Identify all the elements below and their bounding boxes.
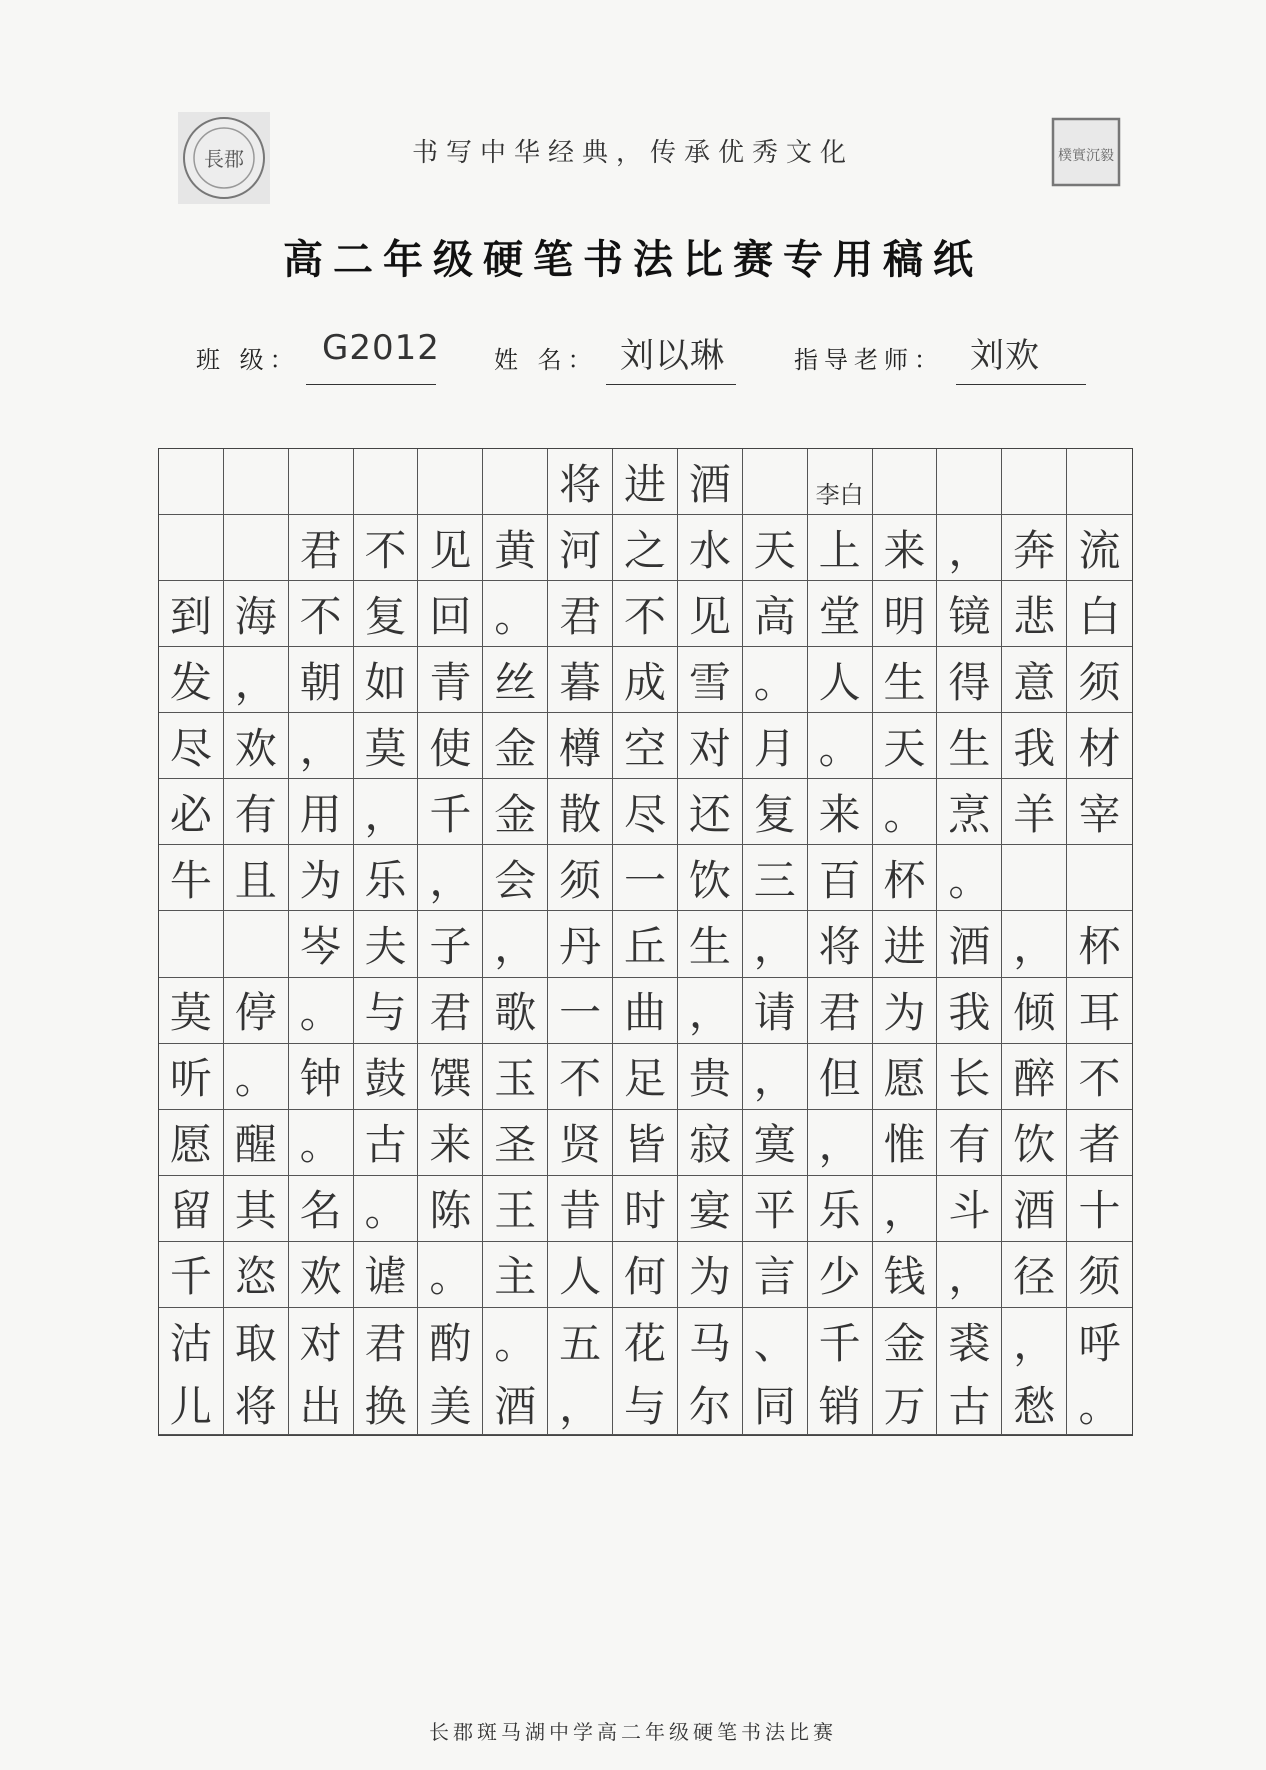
stamp-text: 樸實沉毅: [1058, 148, 1114, 164]
grid-cell: 酌: [418, 1308, 483, 1374]
grid-cell: 君: [354, 1308, 419, 1374]
grid-cell: 。: [808, 713, 873, 779]
grid-cell: 暮: [548, 647, 613, 713]
grid-cell: 夫: [354, 911, 419, 977]
grid-cell: ，: [224, 647, 289, 713]
grid-cell: 径: [1002, 1242, 1067, 1308]
grid-cell: 丘: [613, 911, 678, 977]
grid-cell: 明: [873, 581, 938, 647]
grid-cell: 有: [937, 1110, 1002, 1176]
grid-cell: 名: [289, 1176, 354, 1242]
grid-cell: ，: [743, 1044, 808, 1110]
grid-cell: 为: [289, 845, 354, 911]
grid-cell: 出: [289, 1374, 354, 1435]
footer-text: 长郡斑马湖中学高二年级硬笔书法比赛: [429, 1720, 837, 1744]
grid-cell: 寞: [743, 1110, 808, 1176]
grid-cell: 古: [354, 1110, 419, 1176]
grid-cell: 耳: [1067, 978, 1132, 1044]
grid-cell: [873, 449, 938, 515]
grid-cell: 圣: [483, 1110, 548, 1176]
teacher-value: 刘欢: [970, 336, 1040, 376]
grid-cell: ，: [937, 1242, 1002, 1308]
grid-cell: 将: [548, 449, 613, 515]
grid-cell: 悲: [1002, 581, 1067, 647]
grid-cell: 对: [289, 1308, 354, 1374]
grid-cell: 花: [613, 1308, 678, 1374]
grid-cell: 牛: [159, 845, 224, 911]
grid-cell: 古: [937, 1374, 1002, 1435]
grid-cell: [1067, 845, 1132, 911]
grid-cell: 为: [873, 978, 938, 1044]
grid-cell: 李白: [808, 449, 873, 515]
grid-cell: 有: [224, 779, 289, 845]
grid-cell: 五: [548, 1308, 613, 1374]
grid-cell: 。: [1067, 1374, 1132, 1435]
grid-cell: 发: [159, 647, 224, 713]
grid-cell: 宴: [678, 1176, 743, 1242]
grid-cell: 堂: [808, 581, 873, 647]
grid-cell: 我: [937, 978, 1002, 1044]
grid-cell: 万: [873, 1374, 938, 1435]
teacher-label: 指导老师：: [794, 346, 944, 374]
name-label: 姓 名：: [494, 346, 598, 374]
grid-cell: 。: [483, 1308, 548, 1374]
grid-cell: 馔: [418, 1044, 483, 1110]
grid-cell: 月: [743, 713, 808, 779]
grid-cell: ，: [678, 978, 743, 1044]
grid-cell: 其: [224, 1176, 289, 1242]
grid-cell: 朝: [289, 647, 354, 713]
grid-cell: ，: [548, 1374, 613, 1435]
grid-cell: 我: [1002, 713, 1067, 779]
grid-cell: 酒: [937, 911, 1002, 977]
grid-cell: 何: [613, 1242, 678, 1308]
grid-cell: 销: [808, 1374, 873, 1435]
grid-cell: 皆: [613, 1110, 678, 1176]
grid-cell: 君: [289, 515, 354, 581]
grid-cell: 。: [483, 581, 548, 647]
grid-cell: 马: [678, 1308, 743, 1374]
grid-cell: [1067, 449, 1132, 515]
grid-cell: 玉: [483, 1044, 548, 1110]
grid-cell: 十: [1067, 1176, 1132, 1242]
grid-cell: 寂: [678, 1110, 743, 1176]
grid-cell: 、: [743, 1308, 808, 1374]
grid-cell: 停: [224, 978, 289, 1044]
grid-cell: 陈: [418, 1176, 483, 1242]
logo-text: 長郡: [204, 147, 244, 171]
grid-cell: 者: [1067, 1110, 1132, 1176]
grid-cell: 进: [873, 911, 938, 977]
grid-cell: 黄: [483, 515, 548, 581]
grid-cell: 君: [548, 581, 613, 647]
grid-cell: 尔: [678, 1374, 743, 1435]
grid-cell: 美: [418, 1374, 483, 1435]
grid-cell: [483, 449, 548, 515]
grid-cell: ，: [1002, 911, 1067, 977]
teacher-underline: [956, 384, 1086, 385]
grid-cell: 恣: [224, 1242, 289, 1308]
grid-cell: 谑: [354, 1242, 419, 1308]
grid-cell: ，: [418, 845, 483, 911]
grid-cell: 高: [743, 581, 808, 647]
grid-cell: 君: [808, 978, 873, 1044]
grid-cell: 还: [678, 779, 743, 845]
grid-cell: 之: [613, 515, 678, 581]
grid-cell: 不: [1067, 1044, 1132, 1110]
grid-cell: 不: [354, 515, 419, 581]
grid-cell: 愁: [1002, 1374, 1067, 1435]
grid-cell: 主: [483, 1242, 548, 1308]
grid-cell: 百: [808, 845, 873, 911]
grid-cell: 王: [483, 1176, 548, 1242]
class-underline: [306, 384, 436, 385]
grid-cell: 尽: [613, 779, 678, 845]
grid-cell: 千: [418, 779, 483, 845]
grid-cell: 三: [743, 845, 808, 911]
grid-cell: 成: [613, 647, 678, 713]
grid-cell: 海: [224, 581, 289, 647]
grid-cell: 不: [289, 581, 354, 647]
grid-cell: 丹: [548, 911, 613, 977]
grid-cell: 乐: [354, 845, 419, 911]
grid-cell: 不: [613, 581, 678, 647]
grid-cell: 岑: [289, 911, 354, 977]
grid-cell: 须: [548, 845, 613, 911]
grid-cell: 。: [224, 1044, 289, 1110]
grid-cell: 生: [678, 911, 743, 977]
grid-cell: 奔: [1002, 515, 1067, 581]
grid-cell: 回: [418, 581, 483, 647]
grid-cell: 用: [289, 779, 354, 845]
grid-cell: 欢: [224, 713, 289, 779]
grid-cell: 少: [808, 1242, 873, 1308]
grid-cell: [289, 449, 354, 515]
grid-cell: 见: [678, 581, 743, 647]
grid-cell: 青: [418, 647, 483, 713]
grid-cell: 杯: [1067, 911, 1132, 977]
name-underline: [606, 384, 736, 385]
grid-cell: ，: [937, 515, 1002, 581]
grid-cell: 长: [937, 1044, 1002, 1110]
grid-cell: 莫: [354, 713, 419, 779]
grid-cell: 钟: [289, 1044, 354, 1110]
grid-cell: 言: [743, 1242, 808, 1308]
grid-cell: 尽: [159, 713, 224, 779]
grid-cell: 足: [613, 1044, 678, 1110]
grid-cell: 酒: [678, 449, 743, 515]
grid-cell: ，: [289, 713, 354, 779]
grid-cell: 斗: [937, 1176, 1002, 1242]
grid-cell: ，: [1002, 1308, 1067, 1374]
grid-cell: 歌: [483, 978, 548, 1044]
grid-cell: 倾: [1002, 978, 1067, 1044]
grid-cell: 羊: [1002, 779, 1067, 845]
grid-cell: 樽: [548, 713, 613, 779]
grid-cell: 酒: [483, 1374, 548, 1435]
grid-cell: 丝: [483, 647, 548, 713]
grid-cell: 不: [548, 1044, 613, 1110]
grid-cell: 河: [548, 515, 613, 581]
grid-cell: 将: [224, 1374, 289, 1435]
grid-cell: 一: [548, 978, 613, 1044]
grid-cell: 到: [159, 581, 224, 647]
grid-cell: 一: [613, 845, 678, 911]
grid-cell: 请: [743, 978, 808, 1044]
grid-cell: 酒: [1002, 1176, 1067, 1242]
grid-cell: 生: [873, 647, 938, 713]
grid-cell: 贵: [678, 1044, 743, 1110]
grid-cell: 。: [937, 845, 1002, 911]
grid-cell: [224, 911, 289, 977]
grid-cell: 复: [743, 779, 808, 845]
grid-cell: 听: [159, 1044, 224, 1110]
grid-cell: 留: [159, 1176, 224, 1242]
grid-cell: 且: [224, 845, 289, 911]
grid-cell: 白: [1067, 581, 1132, 647]
grid-cell: 意: [1002, 647, 1067, 713]
grid-cell: 烹: [937, 779, 1002, 845]
grid-cell: 水: [678, 515, 743, 581]
grid-cell: [224, 449, 289, 515]
grid-cell: 。: [873, 779, 938, 845]
grid-cell: [159, 515, 224, 581]
grid-cell: 。: [743, 647, 808, 713]
grid-cell: 雪: [678, 647, 743, 713]
grid-cell: 子: [418, 911, 483, 977]
grid-cell: 须: [1067, 1242, 1132, 1308]
grid-cell: 进: [613, 449, 678, 515]
grid-cell: 复: [354, 581, 419, 647]
grid-cell: 材: [1067, 713, 1132, 779]
grid-cell: 曲: [613, 978, 678, 1044]
grid-cell: ，: [483, 911, 548, 977]
grid-cell: 取: [224, 1308, 289, 1374]
grid-cell: 换: [354, 1374, 419, 1435]
grid-cell: 使: [418, 713, 483, 779]
grid-cell: 为: [678, 1242, 743, 1308]
grid-cell: 与: [613, 1374, 678, 1435]
grid-cell: 对: [678, 713, 743, 779]
grid-cell: 饮: [678, 845, 743, 911]
grid-cell: [743, 449, 808, 515]
grid-cell: 。: [289, 978, 354, 1044]
grid-cell: 昔: [548, 1176, 613, 1242]
grid-cell: 千: [159, 1242, 224, 1308]
grid-cell: ，: [808, 1110, 873, 1176]
grid-cell: 来: [873, 515, 938, 581]
grid-cell: 贤: [548, 1110, 613, 1176]
grid-cell: 儿: [159, 1374, 224, 1435]
grid-cell: 醒: [224, 1110, 289, 1176]
name-field: [494, 336, 725, 376]
grid-cell: 必: [159, 779, 224, 845]
name-value: 刘以琳: [620, 336, 725, 376]
grid-cell: 愿: [159, 1110, 224, 1176]
grid-cell: 惟: [873, 1110, 938, 1176]
grid-cell: 得: [937, 647, 1002, 713]
grid-cell: 欢: [289, 1242, 354, 1308]
grid-cell: [354, 449, 419, 515]
grid-cell: 君: [418, 978, 483, 1044]
grid-cell: 杯: [873, 845, 938, 911]
grid-cell: 乐: [808, 1176, 873, 1242]
grid-cell: 同: [743, 1374, 808, 1435]
grid-cell: 。: [418, 1242, 483, 1308]
class-label: 班 级：: [196, 346, 300, 374]
grid-cell: 宰: [1067, 779, 1132, 845]
teacher-field: [794, 336, 1040, 376]
grid-cell: 上: [808, 515, 873, 581]
grid-cell: 。: [354, 1176, 419, 1242]
grid-cell: 愿: [873, 1044, 938, 1110]
grid-cell: 生: [937, 713, 1002, 779]
grid-cell: 时: [613, 1176, 678, 1242]
grid-cell: 会: [483, 845, 548, 911]
grid-cell: [1002, 449, 1067, 515]
grid-cell: 饮: [1002, 1110, 1067, 1176]
grid-cell: 呼: [1078, 1318, 1121, 1368]
grid-cell: 来: [808, 779, 873, 845]
grid-cell: 与: [354, 978, 419, 1044]
grid-cell: [224, 515, 289, 581]
grid-cell: ，: [743, 911, 808, 977]
grid-cell: ，: [873, 1176, 938, 1242]
grid-cell: 镜: [937, 581, 1002, 647]
grid-cell: [1002, 845, 1067, 911]
grid-cell: 但: [808, 1044, 873, 1110]
page-title: 高二年级硬笔书法比赛专用稿纸: [283, 236, 983, 283]
grid-cell: 。: [289, 1110, 354, 1176]
grid-cell: ，: [354, 779, 419, 845]
class-field: [196, 328, 440, 375]
grid-cell: [937, 449, 1002, 515]
grid-cell: 平: [743, 1176, 808, 1242]
grid-cell: 金: [483, 779, 548, 845]
grid-cell: 如: [354, 647, 419, 713]
grid-cell: 空: [613, 713, 678, 779]
grid-cell: 散: [548, 779, 613, 845]
grid-cell: 将: [808, 911, 873, 977]
grid-cell: 人: [548, 1242, 613, 1308]
grid-cell: 天: [743, 515, 808, 581]
grid-cell: 来: [418, 1110, 483, 1176]
grid-cell: 见: [418, 515, 483, 581]
grid-cell: 须: [1067, 647, 1132, 713]
grid-cell: 莫: [159, 978, 224, 1044]
grid-cell: [418, 449, 483, 515]
grid-cell: 天: [873, 713, 938, 779]
grid-cell: 金: [873, 1308, 938, 1374]
class-value: G2012: [322, 328, 440, 368]
grid-cell: 千: [808, 1308, 873, 1374]
grid-cell: 人: [808, 647, 873, 713]
grid-cell: [159, 911, 224, 977]
grid-cell: 流: [1067, 515, 1132, 581]
grid-cell: 鼓: [354, 1044, 419, 1110]
grid-cell: 裘: [937, 1308, 1002, 1374]
grid-cell: [159, 449, 224, 515]
grid-cell: 金: [483, 713, 548, 779]
slogan: 书写中华经典，传承优秀文化: [411, 138, 854, 168]
grid-cell: 醉: [1002, 1044, 1067, 1110]
writing-grid: [158, 448, 1133, 1436]
grid-cell: 沽: [159, 1308, 224, 1374]
grid-cell: 钱: [873, 1242, 938, 1308]
